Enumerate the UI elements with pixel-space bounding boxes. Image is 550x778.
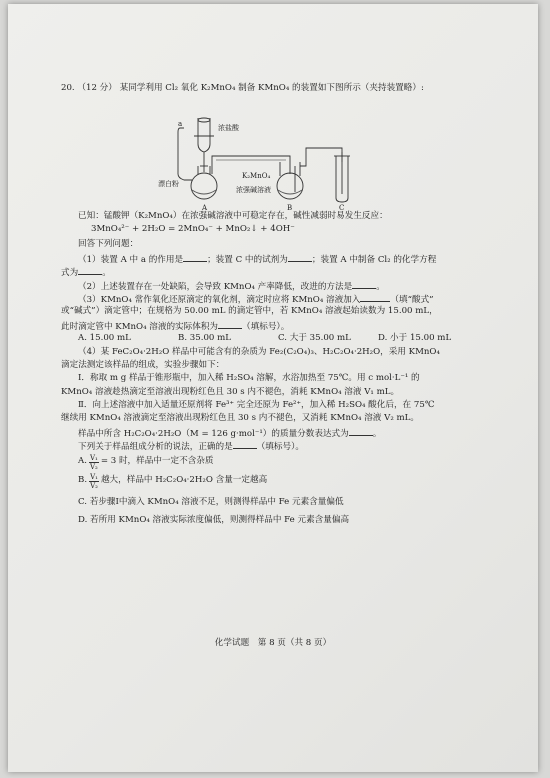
question-number: 20. xyxy=(61,83,75,93)
mass-fraction-question xyxy=(61,426,501,439)
option-text: 越大，样品中 H₂C₂O₄·2H₂O 含量一定越高 xyxy=(100,475,268,486)
q3-text-c: 此时滴定管中 KMnO₄ 溶液的实际体积为 xyxy=(61,321,219,332)
apparatus-diagram xyxy=(120,114,370,212)
label-bleach: 漂白粉 xyxy=(158,180,179,188)
judge-text: 下列关于样品组成分析的说法，正确的是 xyxy=(78,442,233,453)
fraction-denominator: V₂ xyxy=(89,462,98,471)
q3-option-b: B. 35.00 mL xyxy=(178,333,231,344)
step-1-line-1: Ⅰ．称取 m g 样品于锥形瓶中，加入稀 H₂SO₄ 溶解，水浴加热至 75℃。用 c mol·L⁻¹ 的 xyxy=(78,373,420,384)
step-1-line-2: KMnO₄ 溶液趁热滴定至溶液出现粉红色且 30 s 内不褪色，消耗 KMnO₄ 溶液 V₁ mL。 xyxy=(61,386,400,397)
q3-option-d: D. 小于 15.00 mL xyxy=(378,333,452,344)
q4-line-2: 滴定法测定该样品的组成，实验步骤如下： xyxy=(61,359,225,370)
q2-text: （2）上述装置存在一处缺陷，会导致 KMnO₄ 产率降低，改进的方法是 xyxy=(78,281,353,292)
label-solution: 浓强碱溶液 xyxy=(236,186,271,194)
label-A: A xyxy=(202,204,208,212)
question-stem-text: 某同学利用 Cl₂ 氧化 K₂MnO₄ 制备 KMnO₄ 的装置如下图所示（夹持装置略）: xyxy=(119,83,424,93)
answer-blank[interactable] xyxy=(360,292,390,302)
sub-question-2 xyxy=(61,279,501,292)
fraction-v1-v2 xyxy=(89,473,99,490)
reaction-equation: 3MnO₄²⁻ + 2H₂O = 2MnO₄⁻ + MnO₂↓ + 4OH⁻ xyxy=(91,224,295,235)
sub-question-1 xyxy=(61,252,501,265)
question-stem xyxy=(61,82,501,95)
sub-question-4: （4）某 FeC₂O₄·2H₂O 样品中可能含有的杂质为 Fe₂(C₂O₄)₃、H₂C₂O₄·2H₂O，采用 KMnO₄ xyxy=(78,346,440,357)
apparatus-c xyxy=(334,152,350,202)
fraction-text: 样品中所含 H₂C₂O₄·2H₂O（M = 126 g·mol⁻¹）的质量分数表达式为 xyxy=(78,428,349,439)
q3-text-a: （3）KMnO₄ 常作氧化还原滴定的氧化剂，滴定时应将 KMnO₄ 溶液加入 xyxy=(78,294,361,305)
q3-line-2: 或“碱式”）滴定管中；在规格为 50.00 mL 的滴定管中，若 KMnO₄ 溶液起始读数为 15.00 mL， xyxy=(61,306,438,317)
answer-blank[interactable] xyxy=(183,252,207,262)
judge-option-d: D. 若所用 KMnO₄ 溶液实际浓度偏低，则测得样品中 Fe 元素含量偏高 xyxy=(78,515,350,526)
judge-option-a xyxy=(61,453,501,472)
q1-text-a: （1）装置 A 中 a 的作用是 xyxy=(78,254,184,265)
answer-blank[interactable] xyxy=(288,252,312,262)
label-k2mno4: K₂MnO₄ xyxy=(242,172,271,180)
label-B: B xyxy=(287,204,293,212)
fraction-end: 。 xyxy=(372,428,382,439)
label-a: a xyxy=(178,120,183,128)
label-C: C xyxy=(339,204,345,212)
q1-text-e: 。 xyxy=(102,268,111,279)
fraction-denominator: V₂ xyxy=(90,481,98,490)
q3-option-c: C. 大于 35.00 mL xyxy=(278,333,351,344)
label-acid: 浓盐酸 xyxy=(218,124,239,132)
sub-question-3 xyxy=(61,292,501,305)
option-letter: B. xyxy=(78,475,88,486)
exam-page xyxy=(8,4,538,772)
step-2-line-1: Ⅱ．向上述溶液中加入适量还原剂将 Fe³⁺ 完全还原为 Fe²⁺，加入稀 H₂SO₄ 酸化后，在 75℃ xyxy=(78,400,435,411)
apparatus-a xyxy=(178,118,217,199)
q2-end: 。 xyxy=(376,281,385,292)
option-text: = 3 时，样品中一定不含杂质 xyxy=(100,456,214,467)
step-2-line-2: 继续用 KMnO₄ 溶液滴定至溶液出现粉红色且 30 s 内不褪色，又消耗 KMnO₄ 溶液 V₂ mL。 xyxy=(61,413,419,424)
answer-blank[interactable] xyxy=(349,426,373,436)
q1-text-b: ；装置 C 中的试剂为 xyxy=(207,254,288,265)
answer-blank[interactable] xyxy=(218,319,242,329)
q3-line-3 xyxy=(61,319,501,332)
option-letter: A. xyxy=(78,456,87,467)
known-info: 已知：锰酸钾（K₂MnO₄）在浓强碱溶液中可稳定存在，碱性减弱时易发生反应： xyxy=(78,211,388,221)
q1-text-d: 式为 xyxy=(61,268,79,279)
page-footer: 化学试题 第 8 页（共 8 页） xyxy=(214,638,332,648)
question-20 xyxy=(61,82,501,95)
q1-text-c: ；装置 A 中制备 Cl₂ 的化学方程 xyxy=(311,254,437,265)
answer-blank[interactable] xyxy=(233,439,257,449)
judge-option-b xyxy=(61,472,501,491)
fraction-numerator: V₁ xyxy=(90,472,98,481)
fraction-numerator: V₁ xyxy=(89,453,98,462)
question-body xyxy=(61,210,501,527)
q3-text-d: （填标号）。 xyxy=(242,321,290,332)
q3-options xyxy=(61,332,501,345)
prompt-text: 回答下列问题： xyxy=(78,239,139,250)
fraction-v1-v2 xyxy=(89,454,99,471)
answer-blank[interactable] xyxy=(352,279,376,289)
sub-question-1-cont xyxy=(61,265,501,278)
q3-option-a: A. 15.00 mL xyxy=(78,333,131,344)
answer-blank[interactable] xyxy=(78,265,102,275)
judge-option-c: C. 若步骤Ⅰ中滴入 KMnO₄ 溶液不足，则测得样品中 Fe 元素含量偏低 xyxy=(78,496,344,507)
judge-question xyxy=(61,439,501,452)
q3-text-b: （填“酸式” xyxy=(390,294,434,305)
judge-end: （填标号）。 xyxy=(256,442,304,453)
question-score: （12 分） xyxy=(77,83,117,93)
